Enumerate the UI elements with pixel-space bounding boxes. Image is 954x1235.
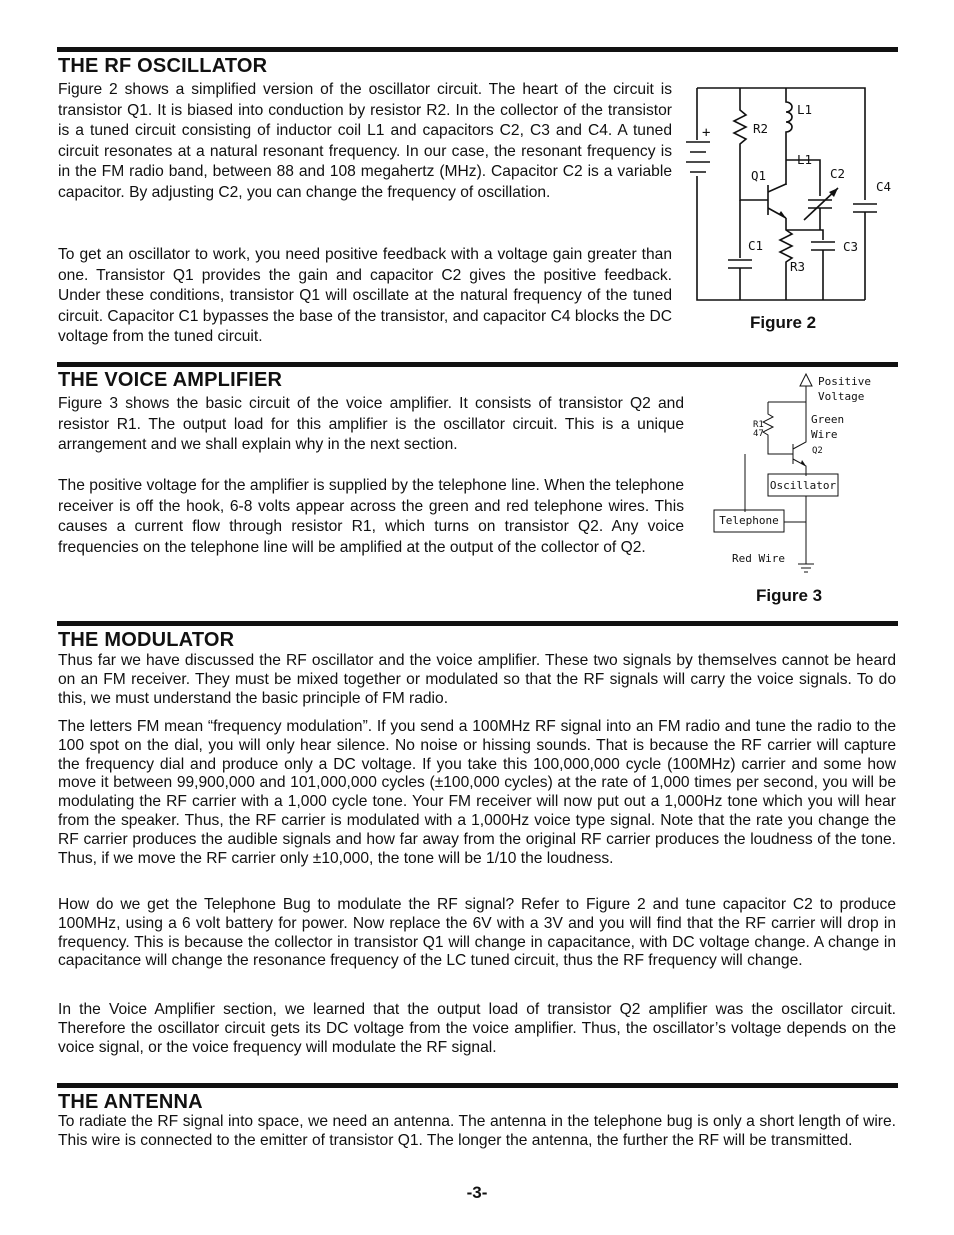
label-c4: C4 <box>876 179 892 194</box>
paragraph-modulator-1: Thus far we have discussed the RF oscillator and the voice amplifier. These two signals by themselves cannot be heard on an FM receiver. They must be mixed together or modulated so that the RF signals will carry the voice signals. To do this, we must understand the basic principle of FM radio. <box>58 652 896 707</box>
label-c1: C1 <box>748 238 764 253</box>
figure-2-caption: Figure 2 <box>750 313 817 332</box>
heading-antenna: THE ANTENNA <box>58 1091 203 1113</box>
paragraph-voice-2: The positive voltage for the amplifier is supplied by the telephone line. When the telephone receiver is off the hook, 6-8 volts appear across the green and red telephone wires. This causes a current flow through resistor R1, which turns on transistor Q2. Any voice frequencies on the telephone line will be amplified at the output of the collector of Q2. <box>58 477 684 556</box>
label-r3: R3 <box>790 259 806 274</box>
label-positive: Positive <box>818 375 871 388</box>
label-plus: + <box>702 125 711 141</box>
label-r1-value: 47 <box>753 429 764 439</box>
label-c2: C2 <box>830 166 846 181</box>
label-r1: R1 <box>753 420 764 430</box>
label-r2: R2 <box>753 121 769 136</box>
section-divider <box>57 362 898 367</box>
paragraph-voice-1: Figure 3 shows the basic circuit of the voice amplifier. It consists of transistor Q2 and resistor R1. The output load for this amplifier is the oscillator circuit. This is a unique arrangement and we shall explain why in the next section. <box>58 395 684 454</box>
section-divider <box>57 621 898 626</box>
label-c3: C3 <box>843 239 859 254</box>
telephone-box-label: Telephone <box>719 514 779 527</box>
label-l1: L1 <box>797 152 813 167</box>
oscillator-box-label: Oscillator <box>769 479 837 492</box>
label-q2: Q2 <box>812 446 823 456</box>
label-l1-top: L1 <box>797 102 813 117</box>
paragraph-modulator-4: In the Voice Amplifier section, we learned that the output load of transistor Q2 amplifier was the oscillator circuit. Therefore the oscillator circuit gets its DC voltage from the voice amplifier. Thus, the oscillator’s voltage depends on the voice signal, or the voice frequency will modulate the RF signal. <box>58 1001 896 1056</box>
paragraph-rf-2: To get an oscillator to work, you need positive feedback with a voltage gain greater than one. Transistor Q1 provides the gain and capacitor C2 gives the positive feedback. Under these conditions, transistor Q1 will oscillate at the natural frequency of the tuned circuit. Capacitor C1 bypasses the base of the transistor, and capacitor C4 blocks the DC voltage from the tuned circuit. <box>58 246 672 346</box>
label-red-wire: Red Wire <box>732 552 785 565</box>
label-voltage: Voltage <box>818 390 865 403</box>
section-divider <box>57 1083 898 1088</box>
label-q1: Q1 <box>751 168 767 183</box>
figure-3-caption: Figure 3 <box>756 586 823 605</box>
figure-2-oscillator-schematic <box>676 80 906 310</box>
paragraph-antenna-1: To radiate the RF signal into space, we need an antenna. The antenna in the telephone bug is only a short length of wire. This wire is connected to the emitter of transistor Q1. The longer the antenna, the further the RF will be transmitted. <box>58 1113 896 1149</box>
paragraph-rf-1: Figure 2 shows a simplified version of the oscillator circuit. The heart of the circuit is transistor Q1. It is biased into conduction by resistor R2. In the collector of the transistor is a tuned circuit consisting of inductor coil L1 and capacitors C2, C3 and C4. A tuned circuit resonates at a natural resonant frequency. In our case, the resonant frequency is in the FM radio band, between 88 and 108 megahertz (MHz). Capacitor C2 is a variable capacitor. By adjusting C2, you can change the frequency of oscillation. <box>58 81 672 201</box>
label-green: Green <box>811 413 845 426</box>
heading-modulator: THE MODULATOR <box>58 629 235 651</box>
section-divider <box>57 47 898 52</box>
label-wire: Wire <box>811 428 838 441</box>
figure-3-voice-amplifier-schematic <box>708 372 878 582</box>
page-number: -3- <box>466 1183 488 1202</box>
paragraph-modulator-2: The letters FM mean “frequency modulation”. If you send a 100MHz RF signal into an FM radio and tune the radio to the 100 spot on the dial, you will only hear silence. No noise or hissing sounds. That is because the RF carrier will capture the frequency dial and produce only a DC voltage. If you take this 100,000,000 cycle (100MHz) carrier and some how move it between 99,900,000 and 101,000,000 cycles (±100,000 cycles) at the rate of 1,000 times per second, you will be modulating the RF carrier with a 1,000 cycle tone. Your FM receiver will now put out a 1,000Hz tone which you will hear from the speaker. Thus, the RF carrier is modulated with a 1,000Hz voice type signal. Note that the rate you change the RF carrier produces the audible signals and how far away from the original RF carrier produces the loudness of the tone. Thus, if we move the RF carrier only ±10,000, the tone will be 1/10 the loudness. <box>58 718 896 867</box>
heading-voice-amplifier: THE VOICE AMPLIFIER <box>58 369 283 391</box>
heading-rf-oscillator: THE RF OSCILLATOR <box>58 55 268 77</box>
paragraph-modulator-3: How do we get the Telephone Bug to modulate the RF signal? Refer to Figure 2 and tune capacitor C2 to produce 100MHz, using a 6 volt battery for power. Now replace the 6V with a 3V and you will find that the RF carrier will drop in frequency. This is because the collector in transistor Q1 will change in capacitance, with DC voltage change. A change in capacitance will change the resonance frequency of the LC tuned circuit, thus the RF frequency will change. <box>58 896 896 970</box>
